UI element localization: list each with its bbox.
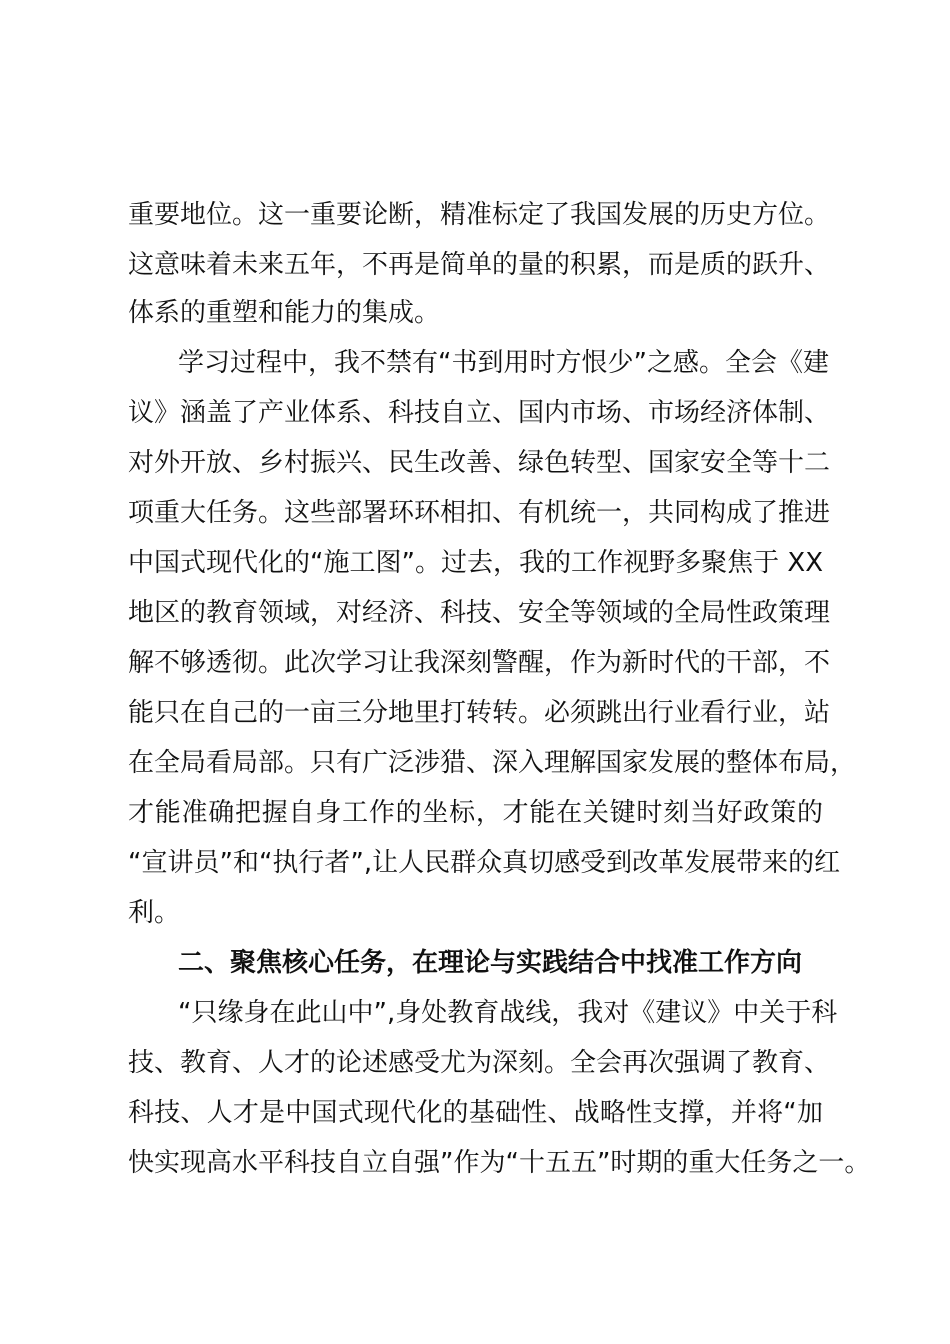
body-text-line: 科技、人才是中国式现代化的基础性、战略性支撑，并将“加 <box>128 1098 823 1128</box>
section-heading: 二、聚焦核心任务，在理论与实践结合中找准工作方向 <box>178 948 803 978</box>
body-text-line: 利。 <box>128 898 181 928</box>
body-text-line: 对外开放、乡村振兴、民生改善、绿色转型、国家安全等十二 <box>128 448 831 478</box>
body-text-line: 才能准确把握自身工作的坐标，才能在关键时刻当好政策的 <box>128 798 823 828</box>
body-text-line: 技、教育、人才的论述感受尤为深刻。全会再次强调了教育、 <box>128 1048 831 1078</box>
body-text-line: 学习过程中，我不禁有“书到用时方恨少”之感。全会《建 <box>178 348 829 378</box>
body-text-line: 快实现高水平科技自立自强”作为“十五五”时期的重大任务之一。 <box>128 1148 871 1178</box>
body-text-line: “只缘身在此山中”,身处教育战线，我对《建议》中关于科 <box>178 998 838 1028</box>
body-text-line: 项重大任务。这些部署环环相扣、有机统一，共同构成了推进 <box>128 498 831 528</box>
body-text-line: 重要地位。这一重要论断，精准标定了我国发展的历史方位。 <box>128 200 831 230</box>
body-text-line: 地区的教育领域，对经济、科技、安全等领域的全局性政策理 <box>128 598 831 628</box>
body-text-line: 中国式现代化的“施工图”。过去，我的工作视野多聚焦于 XX <box>128 548 823 578</box>
body-text-line: 这意味着未来五年，不再是简单的量的积累，而是质的跃升、 <box>128 250 831 280</box>
body-text-line: 在全局看局部。只有广泛涉猎、深入理解国家发展的整体布局， <box>128 748 857 778</box>
body-text-line: 解不够透彻。此次学习让我深刻警醒，作为新时代的干部，不 <box>128 648 831 678</box>
body-text-line: 能只在自己的一亩三分地里打转转。必须跳出行业看行业，站 <box>128 698 831 728</box>
body-text-line: “宣讲员”和“执行者”,让人民群众真切感受到改革发展带来的红 <box>128 848 841 878</box>
body-text-line: 议》涵盖了产业体系、科技自立、国内市场、市场经济体制、 <box>128 398 831 428</box>
body-text-line: 体系的重塑和能力的集成。 <box>128 298 441 328</box>
